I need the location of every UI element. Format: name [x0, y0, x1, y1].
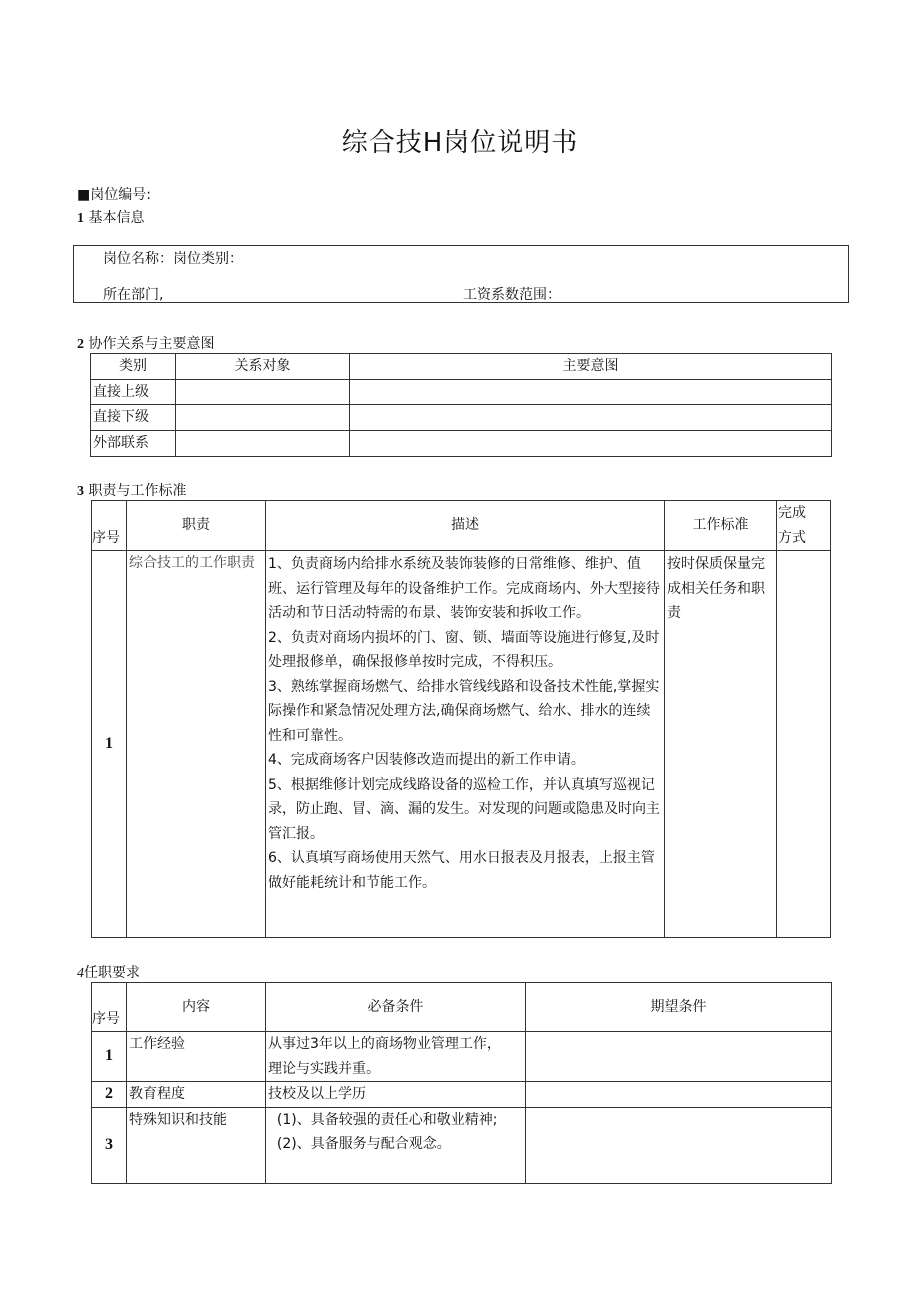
- section-title: 协作关系与主要意图: [88, 336, 215, 352]
- header-cell: 职责: [127, 501, 266, 551]
- table-header-row: [91, 354, 832, 380]
- header-cell: 关系对象: [176, 354, 350, 380]
- table-row: [92, 551, 831, 938]
- requirements-table: [91, 982, 832, 1184]
- description-item: 2、负责对商场内损坏的门、窗、锁、墙面等设施进行修复,及时处理报修单，确保报修单按时完成，不得积压。: [268, 629, 660, 670]
- description-item: 4、完成商场客户因装修改造而提出的新工作申请。: [268, 752, 585, 768]
- salary-range-label: 工资系数范围：: [463, 287, 561, 303]
- category-cell: 直接上级: [91, 379, 176, 405]
- standard-cell: 按时保质保量完成相关任务和职责: [665, 551, 777, 938]
- table-row: [91, 405, 832, 431]
- header-cell: 期望条件: [526, 983, 832, 1032]
- job-number-label: ■岗位编号:: [77, 187, 151, 203]
- table-row: [91, 379, 832, 405]
- description-item: 1、负责商场内给排水系统及装饰装修的日常维修、维护、值班、运行管理及每年的设备维护工作。完成商场内、外大型接待活动和节日活动特需的布景、装饰安装和拆收工作。: [268, 556, 660, 621]
- header-cell: 类别: [91, 354, 176, 380]
- required-item: (1)、具备较强的责任心和敬业精神;: [268, 1111, 498, 1128]
- section3-heading: [77, 480, 186, 500]
- section-title: 任职要求: [84, 965, 140, 981]
- content-cell: 教育程度: [127, 1082, 266, 1108]
- cell: [176, 379, 350, 405]
- seq-cell: 3: [92, 1107, 127, 1183]
- category-cell: 外部联系: [91, 430, 176, 456]
- section-number: 1: [77, 211, 84, 226]
- expected-cell: [526, 1107, 832, 1183]
- header-cell: 主要意图: [350, 354, 832, 380]
- table-row: [92, 1082, 832, 1108]
- section1-heading: [77, 207, 144, 227]
- required-item: (2)、具备服务与配合观念。: [268, 1136, 451, 1152]
- header-cell: 序号: [92, 501, 127, 551]
- required-cell: 技校及以上学历: [266, 1082, 526, 1108]
- department-label: 所在部门,: [103, 287, 164, 303]
- table-row: [91, 430, 832, 456]
- section-number: 2: [77, 337, 84, 352]
- cell: [176, 430, 350, 456]
- seq-cell: 1: [92, 1032, 127, 1082]
- name-category-label: 岗位名称：岗位类别：: [103, 251, 243, 267]
- category-cell: 直接下级: [91, 405, 176, 431]
- header-cell: 描述: [266, 501, 665, 551]
- section-number: 3: [77, 484, 84, 499]
- cell: [350, 405, 832, 431]
- header-cell: 序号: [92, 983, 127, 1032]
- table-row: [92, 1107, 832, 1183]
- seq-cell: 2: [92, 1082, 127, 1108]
- cell: [350, 430, 832, 456]
- header-cell: 内容: [127, 983, 266, 1032]
- cell: [176, 405, 350, 431]
- table-header-row: [92, 501, 831, 551]
- duty-cell: 综合技工的工作职责: [127, 551, 266, 938]
- expected-cell: [526, 1082, 832, 1108]
- section4-heading: [77, 962, 140, 982]
- header-cell: 完成方式: [777, 501, 831, 551]
- header-cell: 工作标准: [665, 501, 777, 551]
- description-item: 3、熟练掌握商场燃气、给排水管线线路和设备技术性能,掌握实际操作和紧急情况处理方法,确保商场燃气、给水、排水的连续性和可靠性。: [268, 678, 660, 744]
- section2-heading: [77, 333, 214, 353]
- content-cell: 特殊知识和技能: [127, 1107, 266, 1183]
- section-title: 基本信息: [88, 210, 145, 226]
- section-number: 4: [77, 966, 84, 981]
- description-item: 6、认真填写商场使用天然气、用水日报表及月报表，上报主管做好能耗统计和节能工作。: [268, 850, 655, 891]
- required-cell: 从事过3年以上的商场物业管理工作，理论与实践并重。: [266, 1032, 526, 1082]
- description-item: 5、根据维修计划完成线路设备的巡检工作，并认真填写巡视记录，防止跑、冒、滴、漏的发生。对发现的问题或隐患及时向主管汇报。: [268, 776, 660, 842]
- section-title: 职责与工作标准: [88, 483, 187, 499]
- seq-cell: 1: [92, 551, 127, 938]
- description-cell: [266, 551, 665, 938]
- table-row: [92, 1032, 832, 1082]
- cell: [350, 379, 832, 405]
- basic-info-box: [73, 245, 849, 303]
- page-title: 综合技H岗位说明书: [341, 128, 579, 158]
- table-header-row: [92, 983, 832, 1032]
- collaboration-table: [90, 353, 832, 457]
- expected-cell: [526, 1032, 832, 1082]
- header-cell: 必备条件: [266, 983, 526, 1032]
- content-cell: 工作经验: [127, 1032, 266, 1082]
- method-cell: [777, 551, 831, 938]
- duties-table: [91, 500, 831, 938]
- required-cell: [266, 1107, 526, 1183]
